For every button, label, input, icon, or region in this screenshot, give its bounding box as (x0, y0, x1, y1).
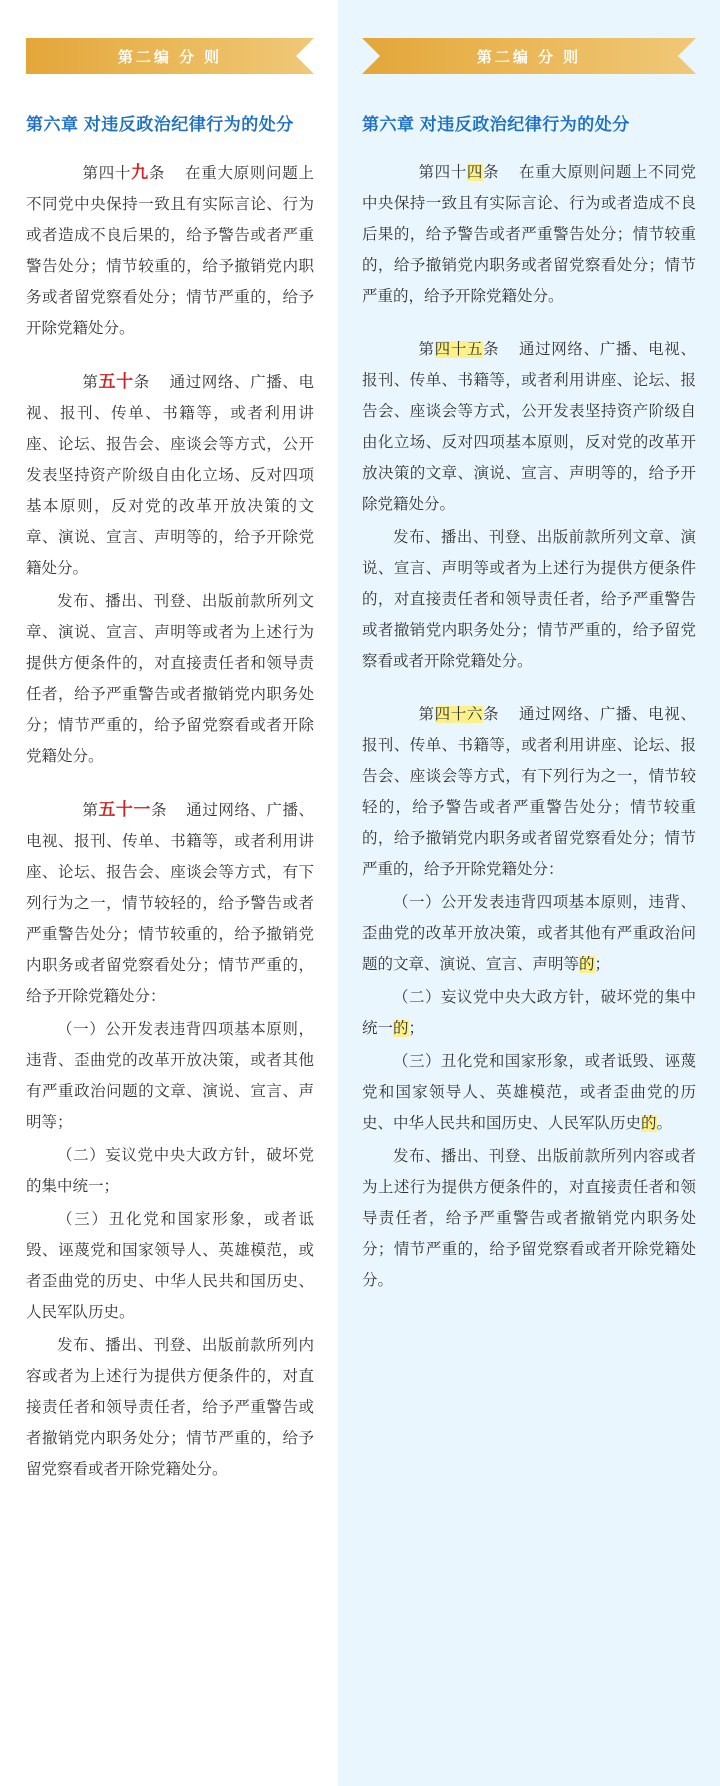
item-text-before: （二）妄议党中央大政方针，破坏党的集中统一 (362, 989, 696, 1037)
article-body: 在重大原则问题上不同党中央保持一致且有实际言论、行为或者造成不良后果的，给予警告或者严重警告处分；情节较重的，给予撤销党内职务或者留党察看处分；情节严重的，给予开除党籍处分。 (26, 165, 314, 337)
article-number-prefix: 第四十 (81, 165, 132, 182)
article-body: 在重大原则问题上不同党中央保持一致且有实际言论、行为或者造成不良后果的，给予警告或者严重警告处分；情节较重的，给予撤销党内职务或者留党察看处分；情节严重的，给予开除党籍处分。 (362, 164, 696, 305)
article-number-highlight: 四十六 (434, 706, 484, 723)
item-text-after: ； (594, 956, 611, 973)
article-number-highlight: 四 (466, 164, 484, 181)
left-column (0, 0, 328, 1786)
article-number-prefix: 第 (81, 802, 99, 819)
chapter-title-left: 第六章 对违反政治纪律行为的处分 (26, 115, 294, 134)
article-body: 通过网络、广播、电视、报刊、传单、书籍等，或者利用讲座、论坛、报告会、座谈会等方式，公开发表坚持资产阶级自由化立场、反对四项基本原则，反对党的改革开放决策的文章、演说、宣言、声明等的，给予开除党籍处分。 (26, 374, 314, 577)
section-banner-right (362, 38, 696, 74)
article-number-prefix: 第 (417, 341, 435, 358)
article-number-suffix: 条 (148, 165, 166, 182)
item-text-highlight: 的 (579, 956, 595, 973)
article-number-suffix: 条 (483, 341, 500, 358)
article-number-highlight: 九 (131, 163, 149, 182)
article-paragraph (362, 334, 696, 520)
item-text-after: 。 (656, 1115, 673, 1132)
right-column (338, 0, 720, 1786)
article-number-suffix: 条 (483, 164, 500, 181)
article-item: （三）丑化党和国家形象，或者诋毁、诬蔑党和国家领导人、英雄模范，或者歪曲党的历史、中华人民共和国历史、人民军队历史。 (26, 1211, 314, 1321)
article-paragraph (26, 794, 314, 1012)
article-item (362, 982, 696, 1044)
article-body: 通过网络、广播、电视、报刊、传单、书籍等，或者利用讲座、论坛、报告会、座谈会等方式，有下列行为之一，情节较轻的，给予警告或者严重警告处分；情节较重的，给予撤销党内职务或者留党察看处分；情节严重的，给予开除党籍处分： (362, 706, 696, 878)
article-body: 通过网络、广播、电视、报刊、传单、书籍等，或者利用讲座、论坛、报告会、座谈会等方式，有下列行为之一，情节较轻的，给予警告或者严重警告处分；情节较重的，给予撤销党内职务或者留党察看处分；情节严重的，给予开除党籍处分： (26, 802, 314, 1005)
article-paragraph (362, 699, 696, 885)
article-number-highlight: 五十 (98, 372, 134, 391)
article-number-prefix: 第四十 (417, 164, 467, 181)
article-number-prefix: 第 (81, 374, 99, 391)
item-text-highlight: 的 (641, 1115, 657, 1132)
item-text-before: （三）丑化党和国家形象，或者诋毁、诬蔑党和国家领导人、英雄模范，或者歪曲党的历史、中华人民共和国历史、人民军队历史 (362, 1053, 696, 1132)
banner-label-left: 第二编 分 则 (117, 48, 223, 66)
article-subparagraph: 发布、播出、刊登、出版前款所列文章、演说、宣言、声明等或者为上述行为提供方便条件的，对直接责任者和领导责任者，给予严重警告或者撤销党内职务处分；情节严重的，给予留党察看或者开除党籍处分。 (26, 593, 314, 765)
article-number-highlight: 四十五 (434, 341, 484, 358)
article-subparagraph: 发布、播出、刊登、出版前款所列文章、演说、宣言、声明等或者为上述行为提供方便条件的，对直接责任者和领导责任者，给予严重警告或者撤销党内职务处分；情节严重的，给予留党察看或者开除党籍处分。 (362, 529, 696, 670)
article-paragraph (26, 366, 314, 584)
article-number-suffix: 条 (483, 706, 500, 723)
article-item: （一）公开发表违背四项基本原则，违背、歪曲党的改革开放决策，或者其他有严重政治问题的文章、演说、宣言、声明等； (26, 1021, 314, 1131)
item-text-before: （一）公开发表违背四项基本原则，违背、歪曲党的改革开放决策，或者其他有严重政治问题的文章、演说、宣言、声明等 (362, 894, 696, 973)
article-item: （二）妄议党中央大政方针，破坏党的集中统一； (26, 1147, 314, 1195)
article-number-highlight: 五十一 (98, 800, 151, 819)
article-number-suffix: 条 (150, 802, 167, 819)
article-item (362, 1046, 696, 1139)
article-number-suffix: 条 (133, 374, 150, 391)
column-divider (328, 0, 338, 1786)
article-item (362, 887, 696, 980)
banner-label-right: 第二编 分 则 (476, 48, 582, 66)
article-paragraph (26, 157, 314, 344)
article-body: 通过网络、广播、电视、报刊、传单、书籍等，或者利用讲座、论坛、报告会、座谈会等方式，公开发表坚持资产阶级自由化立场、反对四项基本原则，反对党的改革开放决策的文章、演说、宣言、声明等的，给予开除党籍处分。 (362, 341, 696, 513)
article-subparagraph: 发布、播出、刊登、出版前款所列内容或者为上述行为提供方便条件的，对直接责任者和领导责任者，给予严重警告或者撤销党内职务处分；情节严重的，给予留党察看或者开除党籍处分。 (362, 1148, 696, 1289)
item-text-highlight: 的 (393, 1020, 409, 1037)
chapter-title-right: 第六章 对违反政治纪律行为的处分 (362, 115, 630, 134)
article-number-prefix: 第 (417, 706, 435, 723)
item-text-after: ； (408, 1020, 425, 1037)
article-paragraph (362, 157, 696, 312)
article-subparagraph: 发布、播出、刊登、出版前款所列内容或者为上述行为提供方便条件的，对直接责任者和领导责任者，给予严重警告或者撤销党内职务处分；情节严重的，给予留党察看或者开除党籍处分。 (26, 1337, 314, 1478)
section-banner-left (26, 38, 314, 74)
